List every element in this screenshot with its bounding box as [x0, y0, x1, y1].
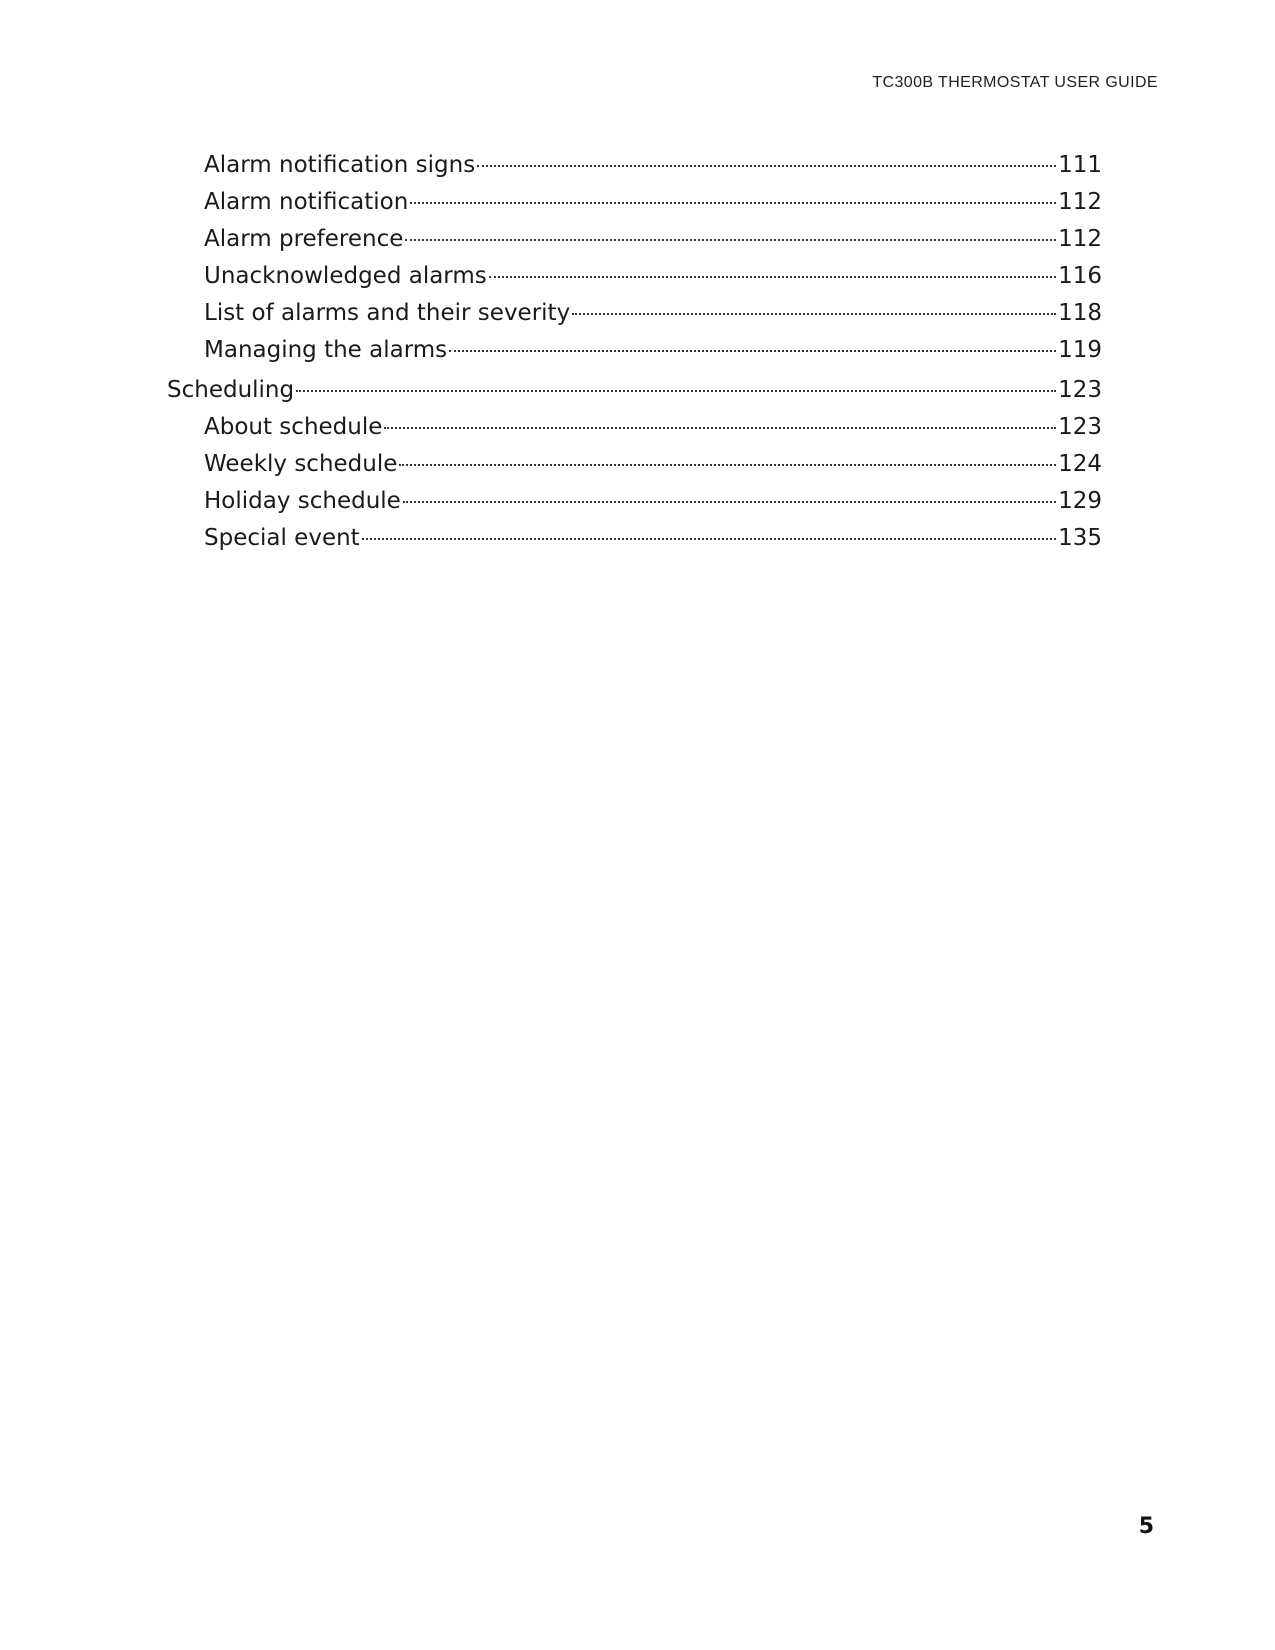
toc-entry-special-event[interactable]: [204, 523, 1102, 553]
toc-entry-title: List of alarms and their severity: [204, 300, 571, 326]
toc-dot-leader: [403, 501, 1056, 503]
toc-entry-holiday-schedule[interactable]: [204, 486, 1102, 516]
page-number: 5: [1138, 1514, 1154, 1539]
toc-entry-title: Scheduling: [167, 377, 295, 403]
toc-entry-scheduling[interactable]: [167, 375, 1102, 405]
toc-entry-title: Alarm notification signs: [204, 152, 476, 178]
toc-entry-about-schedule[interactable]: [204, 412, 1102, 442]
toc-dot-leader: [449, 350, 1056, 352]
toc-dot-leader: [489, 276, 1056, 278]
toc-entry-title: Special event: [204, 525, 360, 551]
toc-dot-leader: [572, 313, 1056, 315]
toc-entry-list-of-alarms[interactable]: [204, 298, 1102, 328]
toc-entry-page: 123: [1058, 414, 1102, 440]
toc-entry-alarm-preference[interactable]: [204, 224, 1102, 254]
toc-entry-title: Managing the alarms: [204, 337, 448, 363]
toc-entry-alarm-notification-signs[interactable]: [204, 150, 1102, 180]
toc-entry-unacknowledged-alarms[interactable]: [204, 261, 1102, 291]
running-header: TC300B THERMOSTAT USER GUIDE: [872, 74, 1158, 91]
toc-dot-leader: [399, 464, 1056, 466]
toc-entry-title: Alarm preference: [204, 226, 404, 252]
toc-entry-page: 112: [1058, 189, 1102, 215]
toc-dot-leader: [410, 202, 1056, 204]
toc-entry-alarm-notification[interactable]: [204, 187, 1102, 217]
toc-entry-weekly-schedule[interactable]: [204, 449, 1102, 479]
toc-dot-leader: [384, 427, 1056, 429]
toc-entry-managing-the-alarms[interactable]: [204, 335, 1102, 365]
toc-entry-title: Weekly schedule: [204, 451, 398, 477]
toc-entry-page: 135: [1058, 525, 1102, 551]
toc-entry-page: 129: [1058, 488, 1102, 514]
toc-entry-page: 116: [1058, 263, 1102, 289]
toc-entry-page: 119: [1058, 337, 1102, 363]
toc-entry-title: Holiday schedule: [204, 488, 401, 514]
toc-entry-page: 111: [1058, 152, 1102, 178]
toc-entry-page: 123: [1058, 377, 1102, 403]
toc-dot-leader: [477, 165, 1056, 167]
toc-dot-leader: [296, 390, 1056, 392]
toc-entry-title: About schedule: [204, 414, 383, 440]
toc-entry-page: 124: [1058, 451, 1102, 477]
toc-entry-title: Unacknowledged alarms: [204, 263, 487, 289]
toc-entry-title: Alarm notification: [204, 189, 409, 215]
toc-entry-page: 112: [1058, 226, 1102, 252]
toc-entry-page: 118: [1058, 300, 1102, 326]
toc-dot-leader: [362, 538, 1056, 540]
toc-dot-leader: [405, 239, 1056, 241]
